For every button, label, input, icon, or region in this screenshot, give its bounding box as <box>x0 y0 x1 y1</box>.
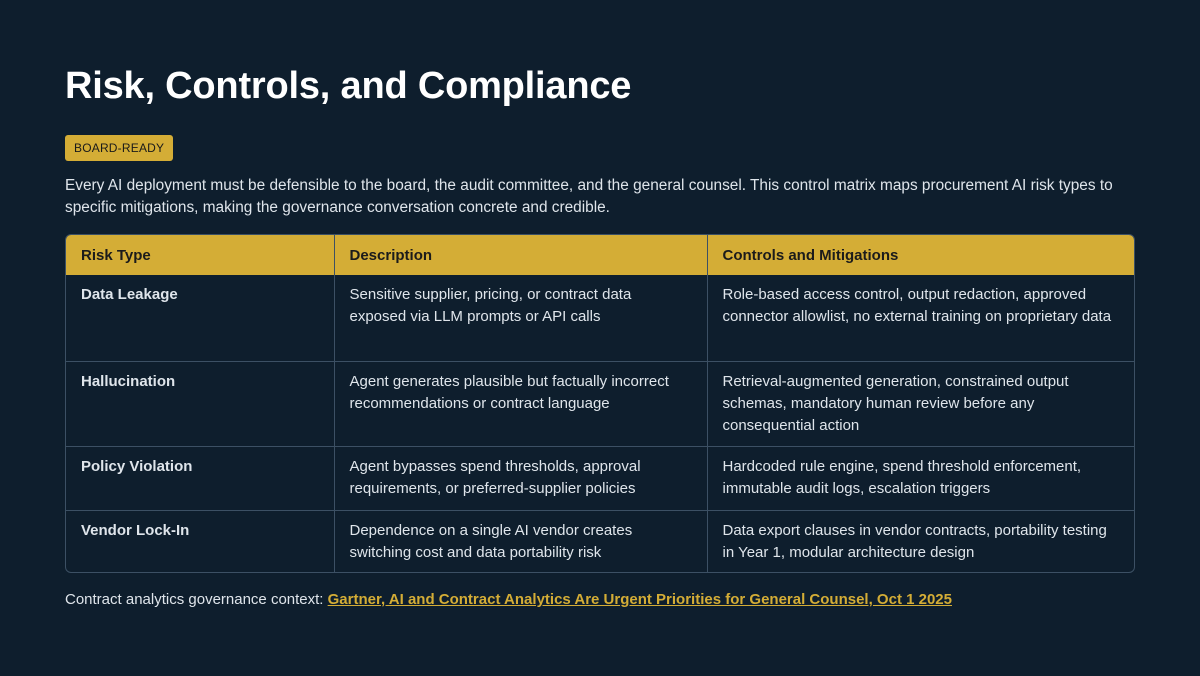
header-risk-type: Risk Type <box>66 235 334 275</box>
controls-cell: Data export clauses in vendor contracts, portability testing in Year 1, modular architecture design <box>707 510 1134 572</box>
source-prefix: Contract analytics governance context: <box>65 591 328 608</box>
source-footer <box>65 589 1135 611</box>
board-ready-badge: BOARD-READY <box>65 135 173 161</box>
table-row <box>66 275 1134 361</box>
control-matrix-table <box>66 235 1134 572</box>
description-cell: Agent bypasses spend thresholds, approval requirements, or preferred-supplier policies <box>334 446 707 510</box>
header-description: Description <box>334 235 707 275</box>
table-row <box>66 510 1134 572</box>
risk-type-cell: Vendor Lock-In <box>66 510 334 572</box>
table-row <box>66 446 1134 510</box>
table-row <box>66 361 1134 446</box>
risk-type-cell: Hallucination <box>66 361 334 446</box>
header-controls: Controls and Mitigations <box>707 235 1134 275</box>
controls-cell: Role-based access control, output redaction, approved connector allowlist, no external training on proprietary data <box>707 275 1134 361</box>
controls-cell: Retrieval-augmented generation, constrained output schemas, mandatory human review before any consequential action <box>707 361 1134 446</box>
page-title: Risk, Controls, and Compliance <box>65 65 632 107</box>
description-cell: Sensitive supplier, pricing, or contract data exposed via LLM prompts or API calls <box>334 275 707 361</box>
controls-cell: Hardcoded rule engine, spend threshold enforcement, immutable audit logs, escalation triggers <box>707 446 1134 510</box>
risk-type-cell: Policy Violation <box>66 446 334 510</box>
control-matrix <box>65 234 1135 573</box>
table-header-row <box>66 235 1134 275</box>
source-link[interactable]: Gartner, AI and Contract Analytics Are Urgent Priorities for General Counsel, Oct 1 2025 <box>327 591 952 608</box>
intro-paragraph: Every AI deployment must be defensible to the board, the audit committee, and the general counsel. This control matrix maps procurement AI risk types to specific mitigations, making the governance conversation concrete and credible. <box>65 177 1113 216</box>
description-cell: Dependence on a single AI vendor creates switching cost and data portability risk <box>334 510 707 572</box>
description-cell: Agent generates plausible but factually incorrect recommendations or contract language <box>334 361 707 446</box>
risk-type-cell: Data Leakage <box>81 286 178 303</box>
